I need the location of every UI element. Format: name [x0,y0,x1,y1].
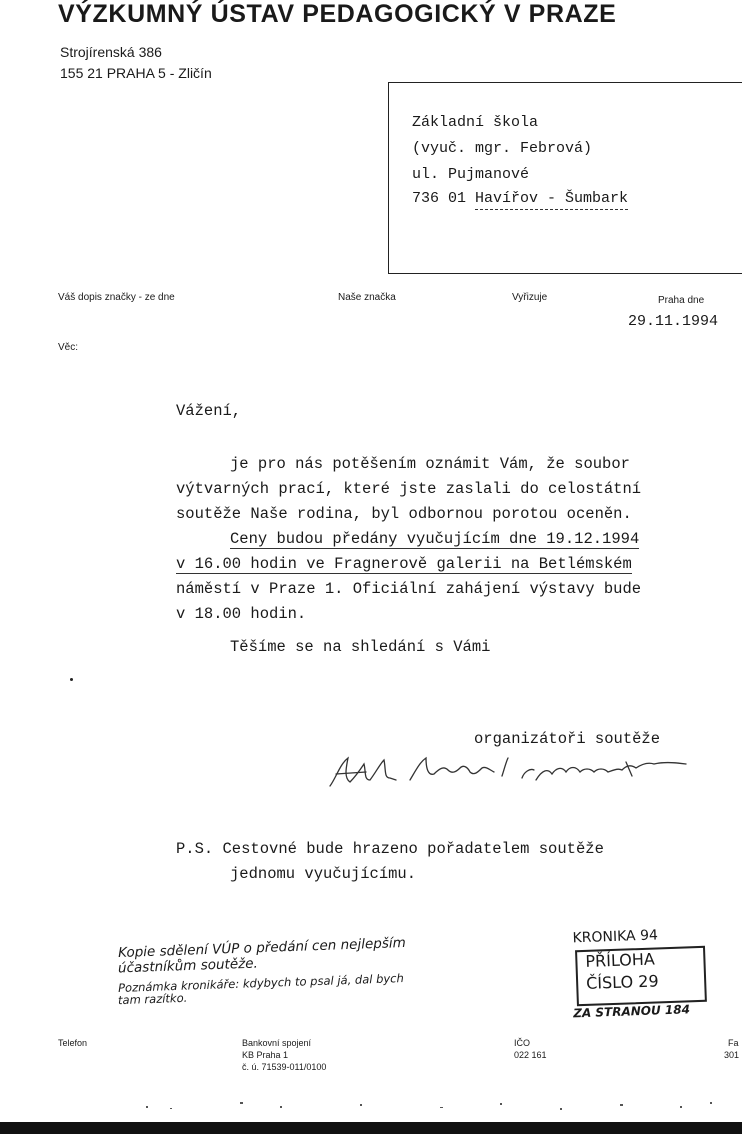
body-line-underlined: v 16.00 hodin ve Fragnerově galerii na Betlémském [176,555,632,573]
footer-phone-label: Telefon [58,1038,88,1048]
stamp-number-text: ČÍSLO 29 [585,971,659,993]
ps-line-1: P.S. Cestovné bude hrazeno pořadatelem soutěže [176,840,604,858]
stamp-attachment-text: PŘÍLOHA [585,949,656,971]
address-street: Strojírenská 386 [60,44,162,60]
handwritten-note-line: Kopie sdělení VÚP o předání cen nejlepším [117,934,407,962]
recipient-line-teacher: (vyuč. mgr. Febrová) [412,140,593,157]
footer-ico-value: 022 161 [514,1050,547,1060]
stamp-top-text: KRONIKA 94 [572,927,659,947]
scan-edge-strip [0,1122,742,1134]
footer-bank-name: KB Praha 1 [242,1050,289,1060]
handwritten-note-line: účastníkům soutěže. [117,955,259,977]
body-line: v 18.00 hodin. [176,605,307,623]
salutation: Vážení, [176,402,242,420]
signature-scribble [326,750,706,790]
recipient-town: Havířov - Šumbark [475,190,628,210]
subject-label: Věc: [58,342,79,353]
handwritten-note-line: Poznámka kronikáře: kdybych to psal já, dal bych [117,971,405,995]
address-city: 155 21 PRAHA 5 - Zličín [60,65,212,81]
footer-bank-label: Bankovní spojení [242,1038,312,1048]
ps-line-2: jednomu vyučujícímu. [230,865,417,883]
recipient-line-school: Základní škola [412,114,539,131]
body-line: je pro nás potěšením oznámit Vám, že soubor [230,455,630,473]
closing-line: Těšíme se na shledání s Vámi [230,638,491,656]
footer-fax-label: Fa [728,1038,739,1048]
footer-ico-label: IČO [514,1038,531,1048]
body-line: soutěže Naše rodina, byl odbornou porotou oceněn. [176,505,632,523]
handwritten-note-line: tam razítko. [117,990,188,1008]
signature-label: organizátoři soutěže [474,730,661,748]
body-line-underlined: Ceny budou předány vyučujícím dne 19.12.1994 [230,530,640,548]
chronicle-stamp [566,925,715,1028]
stamp-bottom-text: ZA STRANOU 184 [572,1002,691,1021]
recipient-postcode: 736 01 [412,190,467,207]
institute-name: VÝZKUMNÝ ÚSTAV PEDAGOGICKÝ V PRAZE [58,0,617,28]
your-letter-label: Váš dopis značky - ze dne [58,292,175,303]
letter-date: 29.11.1994 [628,313,719,330]
scan-noise [140,1096,740,1118]
body-line: náměstí v Praze 1. Oficiální zahájení výstavy bude [176,580,642,598]
footer-fax-value: 301 [724,1050,740,1060]
body-line: výtvarných prací, které jste zaslali do celostátní [176,480,642,498]
handled-by-label: Vyřizuje [512,292,548,303]
our-ref-label: Naše značka [338,292,396,303]
recipient-line-town [412,190,628,207]
recipient-line-street: ul. Pujmanové [412,166,530,183]
footer-bank-account: č. ú. 71539-011/0100 [242,1062,327,1072]
ink-dot [70,678,73,681]
place-date-label: Praha dne [658,295,705,306]
